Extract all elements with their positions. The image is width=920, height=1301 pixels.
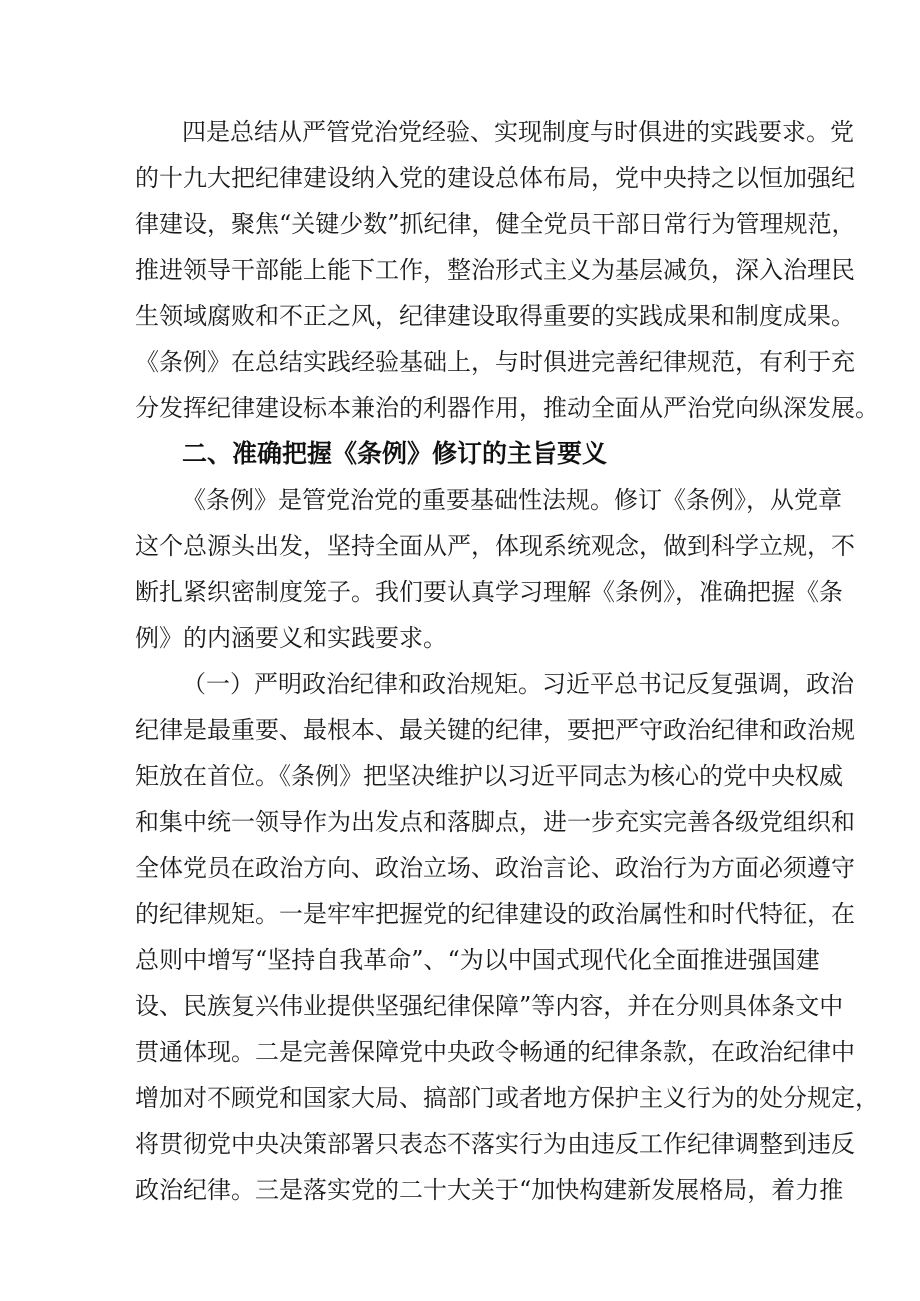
paragraph-3-line-2: 纪律是最重要、最根本、最关键的纪律，要把严守政治纪律和政治规 xyxy=(135,716,855,744)
paragraph-3-line-9: 贯通体现。二是完善保障党中央政令畅通的纪律条款，在政治纪律中 xyxy=(135,1038,855,1066)
paragraph-3-line-12: 政治纪律。三是落实党的二十大关于“加快构建新发展格局，着力推 xyxy=(135,1176,844,1204)
paragraph-3-line-1: （一）严明政治纪律和政治规矩。习近平总书记反复强调，政治 xyxy=(182,670,854,698)
paragraph-2-line-4: 例》的内涵要义和实践要求。 xyxy=(135,624,447,652)
paragraph-2-line-1: 《条例》是管党治党的重要基础性法规。修订《条例》，从党章 xyxy=(182,486,842,514)
paragraph-2-line-3: 断扎紧织密制度笼子。我们要认真学习理解《条例》，准确把握《条 xyxy=(135,578,843,606)
paragraph-1-line-4: 推进领导干部能上能下工作，整治形式主义为基层减负，深入治理民 xyxy=(135,256,855,284)
paragraph-3-line-7: 总则中增写“坚持自我革命”、“为以中国式现代化全面推进强国建 xyxy=(135,946,820,974)
paragraph-1-line-5: 生领域腐败和不正之风，纪律建设取得重要的实践成果和制度成果。 xyxy=(135,302,855,330)
paragraph-3-line-11: 将贯彻党中央决策部署只表态不落实行为由违反工作纪律调整到违反 xyxy=(135,1130,855,1158)
section-heading: 二、准确把握《条例》修订的主旨要义 xyxy=(182,439,608,468)
paragraph-3-line-8: 设、民族复兴伟业提供坚强纪律保障”等内容，并在分则具体条文中 xyxy=(135,992,844,1020)
paragraph-1-line-3: 律建设，聚焦“关键少数”抓纪律，健全党员干部日常行为管理规范， xyxy=(135,210,856,238)
paragraph-2-line-2: 这个总源头出发，坚持全面从严，体现系统观念，做到科学立规，不 xyxy=(135,532,855,560)
paragraph-1-line-1: 四是总结从严管党治党经验、实现制度与时俱进的实践要求。党 xyxy=(182,118,854,146)
paragraph-3-line-3: 矩放在首位。《条例》把坚决维护以习近平同志为核心的党中央权威 xyxy=(135,762,843,790)
paragraph-1-line-7: 分发挥纪律建设标本兼治的利器作用，推动全面从严治党向纵深发展。 xyxy=(135,394,879,422)
paragraph-3-line-6: 的纪律规矩。一是牢牢把握党的纪律建设的政治属性和时代特征，在 xyxy=(135,900,855,928)
paragraph-1-line-2: 的十九大把纪律建设纳入党的建设总体布局，党中央持之以恒加强纪 xyxy=(135,164,855,192)
paragraph-3-line-10: 增加对不顾党和国家大局、搞部门或者地方保护主义行为的处分规定， xyxy=(135,1084,879,1112)
paragraph-3-line-5: 全体党员在政治方向、政治立场、政治言论、政治行为方面必须遵守 xyxy=(135,854,855,882)
paragraph-1-line-6: 《条例》在总结实践经验基础上，与时俱进完善纪律规范，有利于充 xyxy=(135,348,855,376)
paragraph-3-line-4: 和集中统一领导作为出发点和落脚点，进一步充实完善各级党组织和 xyxy=(135,808,855,836)
